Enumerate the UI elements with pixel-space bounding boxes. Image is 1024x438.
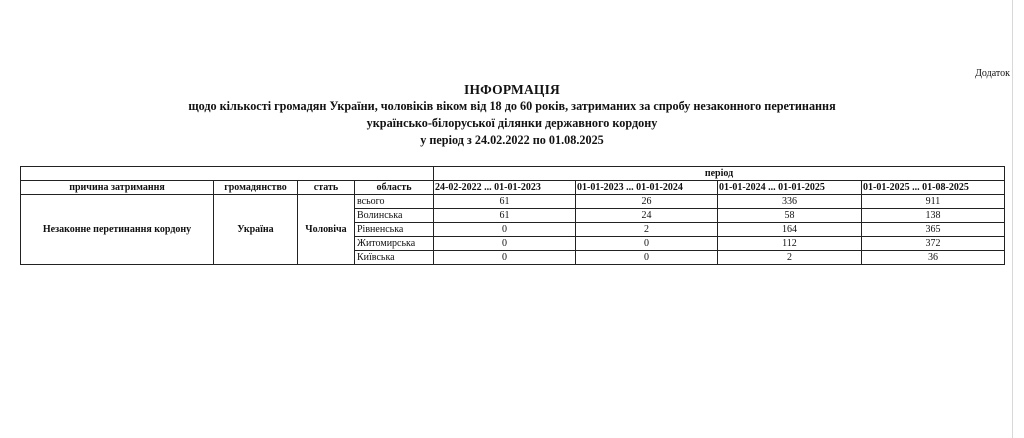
column-header-reason: причина затримання (21, 181, 214, 195)
cell-value: 26 (576, 195, 718, 209)
cell-value: 0 (576, 237, 718, 251)
cell-value: 138 (862, 209, 1005, 223)
cell-value: 911 (862, 195, 1005, 209)
cell-value: 2 (576, 223, 718, 237)
cell-value: 0 (576, 251, 718, 265)
cell-region: Рівненська (355, 223, 434, 237)
cell-value: 0 (434, 251, 576, 265)
cell-value: 58 (718, 209, 862, 223)
cell-value: 365 (862, 223, 1005, 237)
column-header-period-3: 01-01-2024 ... 01-01-2025 (718, 181, 862, 195)
cell-value: 24 (576, 209, 718, 223)
period-header: період (434, 167, 1005, 181)
detentions-table (20, 166, 1005, 265)
cell-value: 2 (718, 251, 862, 265)
cell-region: Житомирська (355, 237, 434, 251)
document-subtitle-line-2: українсько-білоруської ділянки державного кордону (366, 116, 658, 131)
cell-value: 336 (718, 195, 862, 209)
document-subtitle-line-3: у період з 24.02.2022 по 01.08.2025 (420, 133, 604, 148)
column-header-citizenship: громадянство (214, 181, 298, 195)
document-title: ІНФОРМАЦІЯ (464, 82, 560, 97)
cell-region: всього (355, 195, 434, 209)
table-header-row-columns (21, 181, 1005, 195)
cell-region: Волинська (355, 209, 434, 223)
column-header-sex: стать (298, 181, 355, 195)
column-header-region: область (355, 181, 434, 195)
annex-label: Додаток (975, 68, 1010, 79)
cell-reason: Незаконне перетинання кордону (21, 195, 214, 265)
cell-citizenship: Україна (214, 195, 298, 265)
cell-value: 372 (862, 237, 1005, 251)
table-row (21, 195, 1005, 209)
table-header-row-period (21, 167, 1005, 181)
document-subtitle-line-1: щодо кількості громадян України, чоловіків віком від 18 до 60 років, затриманих за спробу незаконного перетинання (188, 99, 836, 113)
cell-value: 112 (718, 237, 862, 251)
document-header (0, 81, 1024, 150)
cell-value: 164 (718, 223, 862, 237)
column-header-period-2: 01-01-2023 ... 01-01-2024 (576, 181, 718, 195)
cell-value: 36 (862, 251, 1005, 265)
cell-sex: Чоловіча (298, 195, 355, 265)
cell-value: 0 (434, 223, 576, 237)
cell-region: Київська (355, 251, 434, 265)
page-edge (1012, 0, 1013, 438)
column-header-period-1: 24-02-2022 ... 01-01-2023 (434, 181, 576, 195)
header-blank-cell (21, 167, 434, 181)
cell-value: 61 (434, 209, 576, 223)
cell-value: 0 (434, 237, 576, 251)
cell-value: 61 (434, 195, 576, 209)
column-header-period-4: 01-01-2025 ... 01-08-2025 (862, 181, 1005, 195)
